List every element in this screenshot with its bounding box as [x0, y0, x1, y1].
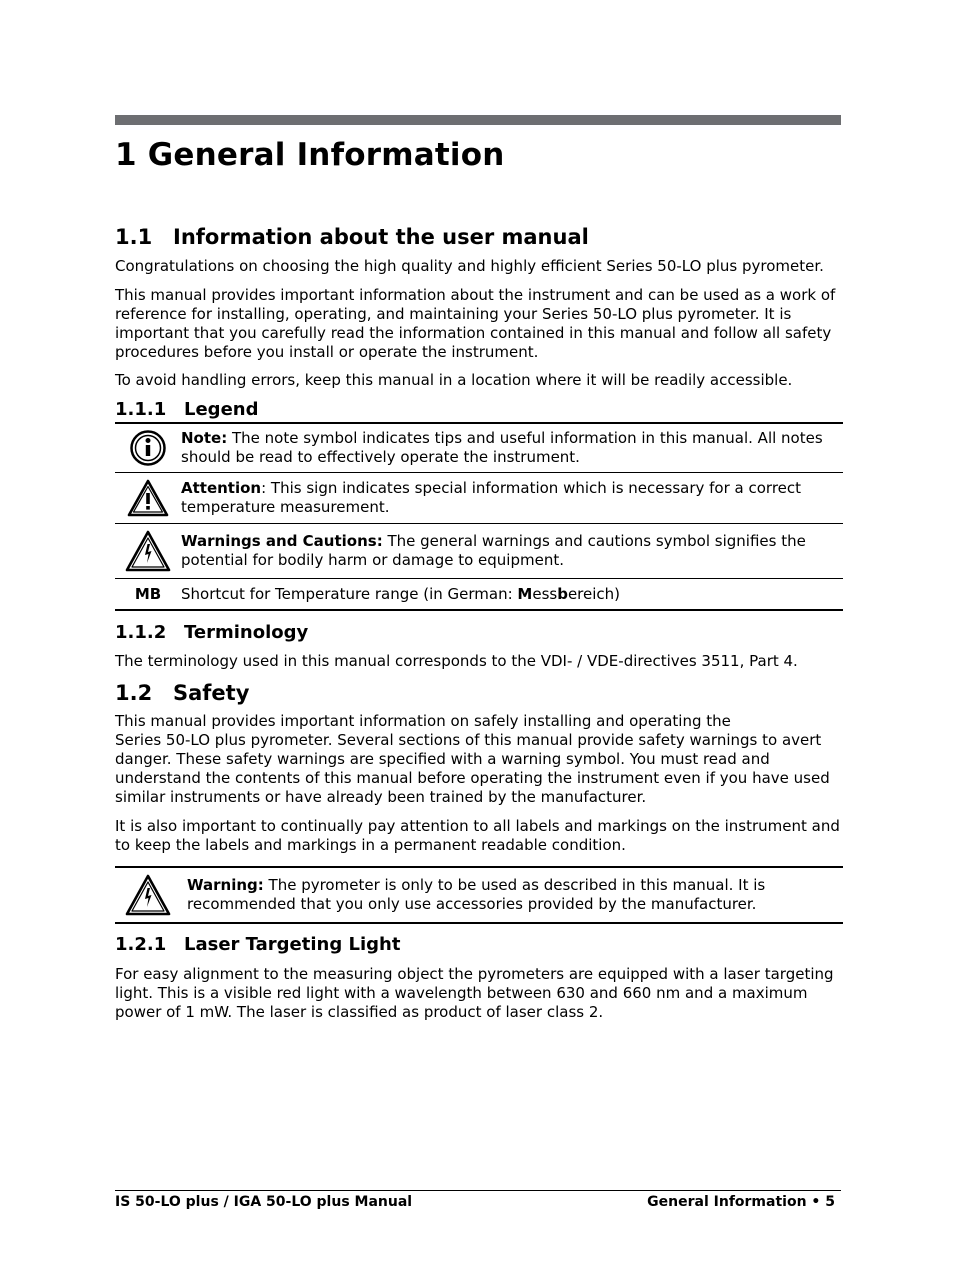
- paragraph: [115, 712, 843, 807]
- section-1-2-heading: [115, 680, 843, 706]
- chapter-number: 1: [115, 137, 137, 173]
- legend-description: : This sign indicates special information which is necessary for a correct temperature measurement.: [181, 479, 802, 516]
- section-number: 1.1.1: [115, 399, 167, 420]
- section-number: 1.2: [115, 681, 153, 705]
- legend-table: [115, 422, 843, 611]
- warning-description: The pyrometer is only to be used as described in this manual. It is recommended that you only use accessories provided by the manufacturer.: [187, 876, 766, 913]
- section-number: 1.2.1: [115, 934, 167, 955]
- footer-chapter: General Information: [647, 1194, 807, 1210]
- legend-description: The note symbol indicates tips and useful information in this manual. All notes should be read to effectively operate the instrument.: [181, 429, 823, 466]
- info-icon: [115, 429, 181, 467]
- legend-text: [181, 585, 831, 604]
- paragraph: This manual provides important information about the instrument and can be used as a work of reference for installing, operating, and maintaining your Series 50-LO plus pyrometer. It is important that you carefully read the information contained in this manual and follow all safety procedures before you install or operate the instrument.: [115, 286, 836, 361]
- abbreviation-label: MB: [134, 585, 162, 603]
- section-number: 1.1: [115, 225, 153, 249]
- chapter-title: [115, 136, 843, 174]
- legend-text: [181, 532, 831, 570]
- page-content: [115, 115, 843, 1022]
- legend-row-note: [115, 424, 843, 473]
- section-title: Information about the user manual: [173, 225, 589, 249]
- legend-label: Warnings and Cautions:: [181, 532, 383, 550]
- section-number: 1.1.2: [115, 622, 167, 643]
- legend-label: Note:: [181, 429, 228, 447]
- paragraph: It is also important to continually pay attention to all labels and markings on the instrument and to keep the labels and markings in a permanent readable condition.: [115, 817, 840, 854]
- warning-box: [115, 866, 843, 924]
- paragraph: For easy alignment to the measuring object the pyrometers are equipped with a laser targeting light. This is a visible red light with a wavelength between 630 and 660 nm and a maximum power of 1 mW. The laser is classified as product of laser class 2.: [115, 965, 834, 1021]
- paragraph: Congratulations on choosing the high quality and highly efficient Series 50-LO plus pyrometer.: [115, 257, 824, 275]
- warning-text: [181, 876, 827, 914]
- legend-description: The general warnings and cautions symbol signifies the potential for bodily harm or damage to equipment.: [181, 532, 806, 569]
- footer-page-info: [647, 1194, 841, 1210]
- paragraph-line: Series 50-LO plus pyrometer. Several sections of this manual provide safety warnings to avert danger. These safety warnings are specified with a warning symbol. You must read and understand the contents of this manual before operating the instrument even if you have used similar instruments or have already been trained by the manufacturer.: [115, 731, 830, 806]
- legend-row-warnings: [115, 524, 843, 579]
- section-1-1-1-heading: [115, 399, 843, 421]
- legend-description: Shortcut for Temperature range (in German:: [181, 584, 518, 603]
- paragraph: To avoid handling errors, keep this manual in a location where it will be readily accessible.: [115, 371, 793, 389]
- page-footer: [115, 1190, 841, 1210]
- footer-manual-title: IS 50-LO plus / IGA 50-LO plus Manual: [115, 1194, 413, 1210]
- legend-description: ereich): [567, 584, 621, 603]
- footer-bullet: •: [811, 1194, 821, 1210]
- high-voltage-warning-icon: [115, 874, 181, 916]
- section-title: Laser Targeting Light: [184, 934, 401, 955]
- high-voltage-warning-icon: [115, 530, 181, 572]
- section-title: Legend: [184, 399, 259, 420]
- legend-row-mb: [115, 579, 843, 609]
- legend-label: Attention: [181, 479, 262, 497]
- chapter-title-text: General Information: [147, 137, 505, 173]
- mb-abbreviation: [115, 585, 181, 603]
- legend-text: [181, 429, 831, 467]
- section-title: Safety: [173, 681, 250, 705]
- section-1-2-1-heading: [115, 934, 843, 956]
- section-1-1-heading: [115, 224, 843, 250]
- paragraph-line: This manual provides important information on safely installing and operating the: [115, 712, 731, 730]
- legend-description: ess: [532, 584, 558, 603]
- section-title: Terminology: [184, 622, 309, 643]
- emphasis: M: [517, 584, 533, 603]
- attention-icon: [115, 479, 181, 517]
- section-1-1-2-heading: [115, 622, 843, 644]
- chapter-top-rule: [115, 115, 841, 125]
- page-number: 5: [825, 1194, 835, 1210]
- warning-label: Warning:: [187, 876, 264, 894]
- emphasis: b: [557, 584, 568, 603]
- legend-row-attention: [115, 473, 843, 524]
- legend-text: [181, 479, 831, 517]
- paragraph: The terminology used in this manual corresponds to the VDI- / VDE-directives 3511, Part 4.: [115, 652, 798, 670]
